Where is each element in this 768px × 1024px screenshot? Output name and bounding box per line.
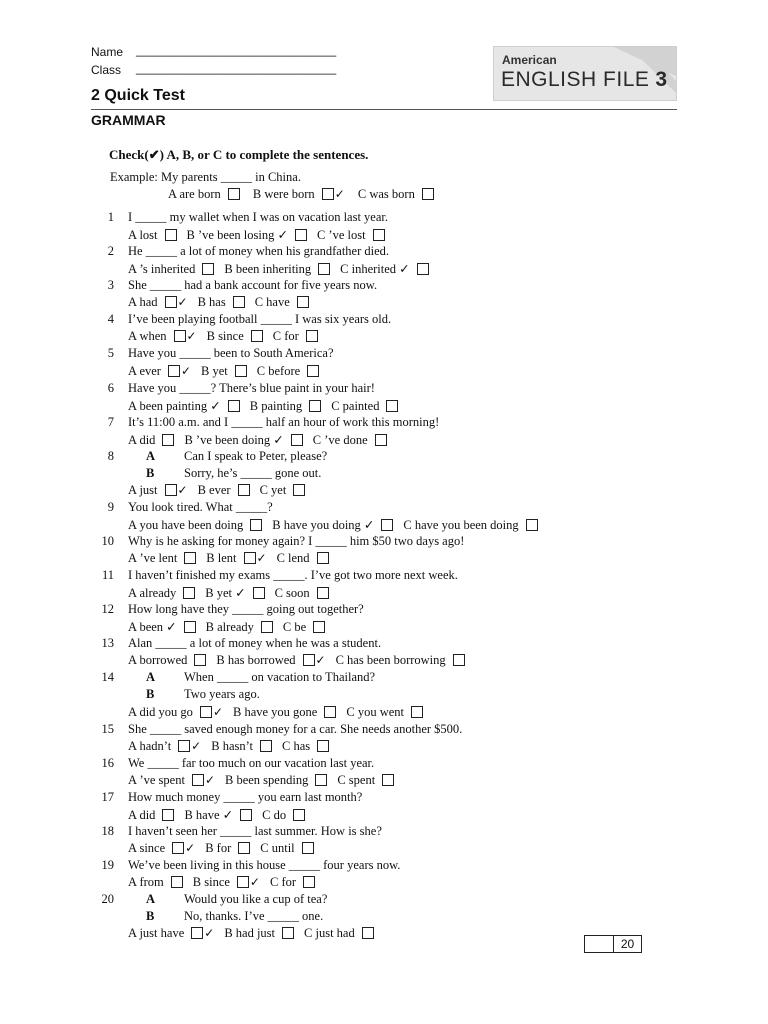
question-text: Alan _____ a lot of money when he was a student.: [128, 636, 382, 651]
option-label: A from: [128, 875, 164, 889]
dialog-text: Two years ago.: [184, 687, 260, 702]
checkbox[interactable]: [171, 876, 183, 888]
checkbox[interactable]: [282, 927, 294, 939]
check-mark-icon: ✓: [177, 482, 188, 497]
checkbox[interactable]: [317, 552, 329, 564]
check-mark-icon: ✓: [180, 363, 192, 378]
answer-options: [128, 398, 408, 414]
speaker-label: A: [146, 892, 156, 906]
question-text: Have you _____? There’s blue paint in your hair!: [128, 380, 375, 395]
example-sentence: [110, 170, 301, 185]
question-number: 6: [107, 380, 114, 395]
question-number: 5: [107, 346, 114, 361]
question-number: 4: [107, 312, 114, 327]
option-label: C have: [254, 295, 290, 310]
question-text: I haven’t seen her _____ last summer. How is she?: [128, 823, 382, 838]
answer-options: [128, 551, 339, 566]
checkbox[interactable]: [313, 621, 325, 633]
header-divider: [91, 109, 677, 110]
question-number: 9: [107, 499, 114, 514]
question-text: How long have they _____ going out together?: [128, 602, 364, 617]
question-number: 15: [101, 721, 114, 736]
question-number: 13: [101, 636, 114, 651]
checkbox[interactable]: [293, 484, 305, 496]
dialog-text: When _____ on vacation to Thailand?: [184, 670, 376, 685]
speaker-label: B: [146, 909, 155, 924]
dialog-text: Can I speak to Peter, please?: [184, 448, 328, 463]
option-label: A ’ve spent: [128, 772, 185, 787]
option-label: B lent: [206, 551, 237, 565]
check-mark-icon: ✓: [186, 329, 197, 344]
question-number: 19: [101, 857, 114, 872]
option-label: C inherited ✓: [340, 262, 410, 277]
check-mark-icon: ✓: [204, 772, 215, 787]
checkbox[interactable]: [194, 654, 206, 666]
option-label: A already: [128, 586, 177, 601]
option-label: B has borrowed: [216, 653, 296, 668]
checkbox[interactable]: [183, 587, 195, 599]
option-label: A when: [128, 329, 167, 344]
checkbox[interactable]: [165, 229, 177, 241]
answer-options: [128, 329, 328, 344]
question-text: We’ve been living in this house _____ four years now.: [128, 857, 401, 872]
option-label: B has: [197, 295, 226, 310]
answer-options: [128, 227, 395, 243]
logo-american: American: [502, 53, 557, 67]
check-mark-icon: ✓: [256, 551, 267, 565]
checkbox[interactable]: [165, 484, 177, 496]
checkbox[interactable]: [261, 621, 273, 633]
option-label: B for: [205, 840, 232, 855]
checkbox[interactable]: [165, 296, 177, 308]
checkbox[interactable]: [238, 842, 250, 854]
option-label: A did: [128, 807, 156, 822]
checkbox[interactable]: [303, 876, 315, 888]
option-label: C has: [282, 738, 311, 753]
option-label: A been painting ✓: [128, 398, 221, 413]
option-label: B have you gone: [233, 704, 318, 719]
checkbox[interactable]: [302, 842, 314, 854]
option-label: C ’ve done: [312, 432, 368, 447]
checkbox[interactable]: [309, 400, 321, 412]
option-label: A ever: [128, 363, 161, 378]
option-label: C do: [262, 807, 287, 822]
checkbox[interactable]: [237, 876, 249, 888]
option-label: A you have been doing: [128, 517, 244, 532]
option-label: A did you go: [128, 704, 193, 719]
check-mark-icon: ✓: [185, 840, 196, 855]
answer-options: [128, 875, 325, 890]
question-text: Have you _____ been to South America?: [128, 346, 334, 361]
option-label: B ’ve been doing ✓: [184, 432, 284, 447]
checkbox[interactable]: [184, 621, 196, 633]
check-mark-icon: ✓: [177, 295, 188, 310]
question-text: I’ve been playing football _____ I was six years old.: [128, 312, 392, 327]
option-label: A had: [128, 295, 158, 310]
checkbox[interactable]: [317, 740, 329, 752]
checkbox[interactable]: [322, 188, 334, 200]
checkbox[interactable]: [200, 706, 212, 718]
checkbox[interactable]: [253, 587, 265, 599]
checkbox[interactable]: [240, 809, 252, 821]
option-label: C until: [260, 840, 295, 855]
answer-options: [128, 926, 384, 941]
question-number: 20: [101, 892, 114, 906]
checkbox[interactable]: [324, 706, 336, 718]
page-title: 2 Quick Test: [91, 87, 185, 104]
question-number: 10: [101, 534, 114, 548]
option-label: C spent: [337, 772, 376, 787]
question-number: 1: [107, 210, 114, 224]
checkbox[interactable]: [295, 229, 307, 241]
checkbox[interactable]: [260, 740, 272, 752]
option-label: C painted: [331, 398, 380, 413]
option-label: A did: [128, 432, 156, 447]
english-file-logo: [493, 46, 677, 101]
option-label: B been inheriting: [224, 262, 312, 277]
speaker-label: B: [146, 465, 155, 480]
dialog-text: Would you like a cup of tea?: [184, 892, 328, 906]
checkbox[interactable]: [228, 188, 240, 200]
option-label: B had just: [224, 926, 276, 941]
question-text: I haven’t finished my exams _____. I’ve got two more next week.: [128, 568, 458, 582]
checkbox[interactable]: [381, 519, 393, 531]
option-label: A ’s inherited: [128, 262, 196, 277]
check-mark-icon: ✓: [249, 875, 260, 889]
option-label: C for: [269, 875, 297, 889]
option-label: A hadn’t: [128, 738, 172, 753]
checkbox[interactable]: [168, 365, 180, 377]
option-label: C you went: [346, 704, 404, 719]
option-label: A are born: [168, 187, 221, 201]
question-text: She _____ saved enough money for a car. She needs another $500.: [128, 721, 463, 736]
checkbox[interactable]: [318, 263, 330, 275]
logo-title-text: ENGLISH FILE: [501, 68, 650, 91]
checkbox[interactable]: [297, 296, 309, 308]
checkbox[interactable]: [417, 263, 429, 275]
checkbox[interactable]: [526, 519, 538, 531]
checkbox[interactable]: [202, 263, 214, 275]
option-label: B already: [205, 620, 254, 635]
speaker-label: A: [146, 670, 156, 685]
checkbox[interactable]: [453, 654, 465, 666]
question-text: We _____ far too much on our vacation last year.: [128, 755, 375, 770]
option-label: B have you doing ✓: [272, 517, 375, 532]
answer-options: [128, 705, 433, 720]
question-number: 16: [101, 755, 114, 770]
dialog-text: No, thanks. I’ve _____ one.: [184, 909, 324, 924]
option-label: B ’ve been losing ✓: [186, 228, 288, 243]
question-number: 3: [107, 278, 114, 293]
answer-options: [128, 364, 329, 379]
option-label: C have you been doing: [403, 517, 519, 532]
checkbox[interactable]: [250, 519, 262, 531]
checkbox[interactable]: [174, 330, 186, 342]
section-heading: GRAMMAR: [91, 112, 166, 128]
check-mark-icon: ✓: [191, 738, 202, 753]
option-label: C soon: [274, 586, 310, 601]
checkbox[interactable]: [244, 552, 256, 564]
instruction: Check(✔) A, B, or C to complete the sentences.: [109, 147, 369, 162]
option-label: C was born: [357, 187, 415, 201]
option-label: A ’ve lent: [128, 551, 178, 565]
check-mark-icon: ✓: [315, 653, 326, 668]
option-label: A since: [128, 840, 166, 855]
checkbox[interactable]: [375, 434, 387, 446]
option-label: B yet ✓: [205, 586, 246, 601]
option-label: B since: [206, 329, 244, 344]
option-label: C ’ve lost: [316, 228, 366, 243]
option-label: B ever: [197, 482, 231, 497]
checkbox[interactable]: [291, 434, 303, 446]
class-label: Class: [91, 63, 122, 77]
option-label: A lost: [128, 228, 158, 243]
option-label: B were born: [252, 187, 315, 201]
checkbox[interactable]: [373, 229, 385, 241]
checkbox[interactable]: [411, 706, 423, 718]
option-label: B yet: [201, 363, 228, 378]
checkbox[interactable]: [307, 365, 319, 377]
checkbox[interactable]: [191, 927, 203, 939]
checkbox[interactable]: [362, 927, 374, 939]
checkbox[interactable]: [228, 400, 240, 412]
answer-options: [128, 261, 439, 277]
option-label: A just have: [128, 926, 185, 941]
score-input[interactable]: [585, 936, 614, 952]
option-label: A been ✓: [128, 620, 177, 635]
answer-options: [128, 841, 324, 856]
example-label: Example:: [110, 170, 158, 184]
question-number: 11: [101, 568, 114, 582]
logo-title: [501, 68, 668, 92]
option-label: B since: [192, 875, 230, 889]
class-field[interactable]: ______________________________: [136, 61, 337, 75]
question-number: 14: [101, 670, 114, 685]
dialog-text: Sorry, he’s _____ gone out.: [184, 465, 322, 480]
speaker-label: B: [146, 687, 155, 702]
checkbox[interactable]: [235, 365, 247, 377]
question-text: Why is he asking for money again? I _____ him $50 two days ago!: [128, 534, 465, 548]
check-mark-icon: ✓: [212, 704, 223, 719]
answer-options: [128, 432, 397, 448]
name-field[interactable]: ______________________________: [136, 43, 337, 57]
checkbox[interactable]: [184, 552, 196, 564]
question-text: He _____ a lot of money when his grandfather died.: [128, 244, 390, 259]
speaker-label: A: [146, 448, 156, 463]
option-label: B been spending: [225, 772, 309, 787]
example-options: [168, 187, 444, 202]
question-text: She _____ had a bank account for five years now.: [128, 278, 378, 293]
checkbox[interactable]: [162, 434, 174, 446]
option-label: B painting: [249, 398, 303, 413]
checkbox[interactable]: [306, 330, 318, 342]
answer-options: [128, 653, 475, 668]
answer-options: [128, 807, 315, 823]
check-mark-icon: ✓: [334, 187, 345, 201]
checkbox[interactable]: [293, 809, 305, 821]
question-text: You look tired. What _____?: [128, 499, 273, 514]
example-text: My parents _____ in China.: [161, 170, 301, 184]
answer-options: [128, 619, 335, 635]
checkbox[interactable]: [162, 809, 174, 821]
option-label: C for: [272, 329, 299, 344]
checkbox[interactable]: [192, 774, 204, 786]
answer-options: [128, 295, 319, 310]
answer-options: [128, 517, 548, 533]
answer-options: [128, 773, 404, 788]
checkbox[interactable]: [382, 774, 394, 786]
question-number: 17: [101, 789, 114, 804]
check-mark-icon: ✓: [204, 926, 215, 941]
score-total: 20: [620, 937, 635, 951]
checkbox[interactable]: [315, 774, 327, 786]
option-label: C lend: [276, 551, 310, 565]
answer-options: [128, 739, 339, 754]
option-label: C yet: [259, 482, 287, 497]
option-label: C be: [282, 620, 307, 635]
checkbox[interactable]: [251, 330, 263, 342]
name-label: Name: [91, 45, 124, 59]
option-label: C just had: [304, 926, 355, 941]
question-number: 7: [107, 414, 114, 429]
checkbox[interactable]: [303, 654, 315, 666]
question-text: How much money _____ you earn last month?: [128, 789, 363, 804]
question-text: I _____ my wallet when I was on vacation last year.: [128, 210, 388, 224]
answer-options: [128, 585, 339, 601]
checkbox[interactable]: [317, 587, 329, 599]
checkbox[interactable]: [233, 296, 245, 308]
question-number: 18: [101, 823, 114, 838]
answer-options: [128, 483, 315, 498]
question-number: 2: [107, 244, 114, 259]
checkbox[interactable]: [172, 842, 184, 854]
score-box: [584, 935, 642, 953]
option-label: B hasn’t: [211, 738, 254, 753]
option-label: C has been borrowing: [335, 653, 446, 668]
checkbox[interactable]: [386, 400, 398, 412]
checkbox[interactable]: [178, 740, 190, 752]
checkbox[interactable]: [422, 188, 434, 200]
question-number: 12: [101, 602, 114, 617]
option-label: C before: [256, 363, 301, 378]
option-label: A borrowed: [128, 653, 188, 668]
question-text: It’s 11:00 a.m. and I _____ half an hour of work this morning!: [128, 414, 440, 429]
option-label: B have ✓: [184, 807, 234, 822]
question-number: 8: [107, 448, 114, 463]
checkbox[interactable]: [238, 484, 250, 496]
option-label: A just: [128, 482, 158, 497]
logo-level: 3: [655, 68, 668, 91]
